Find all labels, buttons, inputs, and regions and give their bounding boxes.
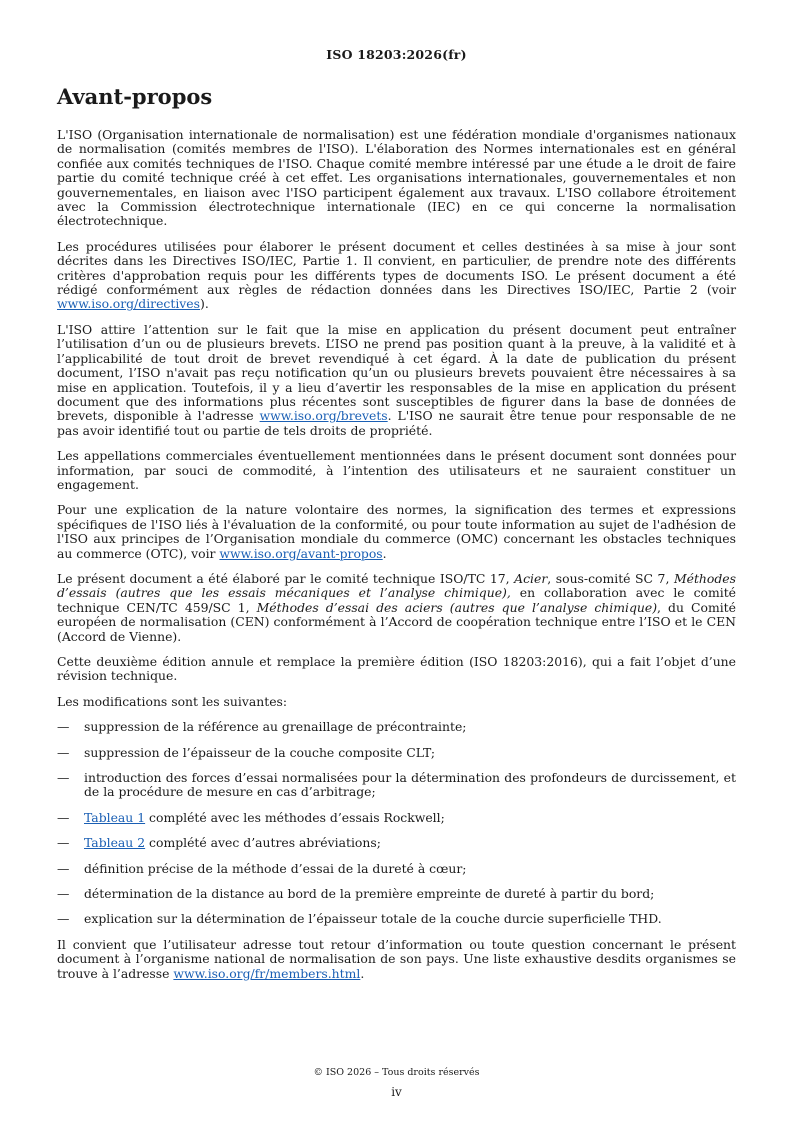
page-title: Avant-propos: [57, 84, 213, 109]
modifications-list: [57, 720, 736, 927]
page-number: iv: [391, 1085, 402, 1099]
list-item: — suppression de la référence au grenaillage de précontrainte;: [57, 719, 467, 735]
paragraph-patents: L'ISO attire l’attention sur le fait que la mise en application du présent document peut entraîner l’utilisation d’un ou de plusieurs brevets. L’ISO ne prend pas position quant à la preuve, à la validité et à l’applicabilité de tout droit de brevet revendiqué à cet égard. À la date de publication du présent document, l’ISO n'avait pas reçu notification qu’un ou plusieurs brevets pouvaient être nécessaires à sa mise en application. Toutefois, il y a lieu d’avertir les responsables de la mise en application du présent document que des informations plus récentes sont susceptibles de figurer dans la base de données de brevets, disponible à l'adresse www.iso.org/brevets. L'ISO ne saurait être tenue pour responsable de ne pas avoir identifié tout ou partie de tels droits de propriété.: [57, 321, 737, 438]
list-item: — définition précise de la méthode d’essai de la dureté à cœur;: [57, 860, 467, 876]
list-item: — détermination de la distance au bord de la première empreinte de dureté à partir du bord;: [57, 886, 655, 902]
table-2-link[interactable]: Tableau 2: [84, 835, 146, 851]
directives-link[interactable]: www.iso.org/directives: [57, 296, 200, 312]
paragraph-committee: Le présent document a été élaboré par le comité technique ISO/TC 17, Acier, sous-comité SC 7, Méthodes d’essais (autres que les essais mécaniques et l’analyse chimique), en collaboration avec le comité technique CEN/TC 459/SC 1, Méthodes d’essai des aciers (autres que l’analyse chimique), du Comité européen de normalisation (CEN) conformément à l’Accord de coopération technique entre l’ISO et le CEN (Accord de Vienne).: [57, 570, 737, 644]
paragraph-feedback: Il convient que l’utilisateur adresse tout retour d’information ou toute question concernant le présent document à l’organisme national de normalisation de son pays. Une liste exhaustive desdits organismes se trouve à l’adresse www.iso.org/fr/members.html.: [57, 936, 736, 981]
foreword-info-link[interactable]: www.iso.org/avant-propos: [219, 545, 383, 561]
list-item: — suppression de l’épaisseur de la couche composite CLT;: [57, 744, 435, 760]
foreword-body: [57, 128, 736, 992]
paragraph-procedures: Les procédures utilisées pour élaborer le présent document et celles destinées à sa mise à jour sont décrites dans les Directives ISO/IEC, Partie 1. Il convient, en particulier, de prendre note des différents critères d'approbation requis pour les différents types de documents ISO. Le présent document a été rédigé conformément aux règles de rédaction données dans les Directives ISO/IEC, Partie 2 (voir www.iso.org/directives).: [57, 238, 736, 312]
list-item: — introduction des forces d’essai normalisées pour la détermination des profondeurs de durcissement, et de la procédure de mesure en cas d’arbitrage;: [57, 770, 736, 800]
members-link[interactable]: www.iso.org/fr/members.html: [173, 965, 361, 981]
paragraph-trade-names: Les appellations commerciales éventuellement mentionnées dans le présent document sont données pour information, par souci de commodité, à l’intention des utilisateurs et ne sauraient constituer un engagement.: [57, 448, 736, 492]
paragraph-voluntary-nature: Pour une explication de la nature volontaire des normes, la signification des termes et expressions spécifiques de l'ISO liés à l'évaluation de la conformité, ou pour toute information au sujet de l'adhésion de l'ISO aux principes de l’Organisation mondiale du commerce (OMC) concernant les obstacles techniques au commerce (OTC), voir www.iso.org/avant-propos.: [57, 502, 736, 561]
paragraph-changes-intro: Les modifications sont les suivantes:: [57, 693, 288, 709]
paragraph-iso-intro: L'ISO (Organisation internationale de normalisation) est une fédération mondiale d'organismes nationaux de normalisation (comités membres de l'ISO). L'élaboration des Normes internationales est en général confiée aux comités techniques de l'ISO. Chaque comité membre intéressé par une étude a le droit de faire partie du comité technique créé à cet effet. Les organisations internationales, gouvernementales et non gouvernementales, en liaison avec l'ISO participent également aux travaux. L'ISO collabore étroitement avec la Commission électrotechnique internationale (IEC) en ce qui concerne la normalisation électrotechnique.: [57, 127, 736, 229]
list-item: — Tableau 2 complété avec d’autres abréviations;: [57, 835, 381, 851]
paragraph-edition: Cette deuxième édition annule et remplace la première édition (ISO 18203:2016), qui a fait l’objet d’une révision technique.: [57, 654, 736, 684]
document-header: ISO 18203:2026(fr): [326, 47, 467, 62]
copyright-notice: © ISO 2026 – Tous droits réservés: [313, 1067, 480, 1078]
table-1-link[interactable]: Tableau 1: [84, 809, 146, 825]
list-item: — Tableau 1 complété avec les méthodes d’essais Rockwell;: [57, 809, 445, 825]
patents-link[interactable]: www.iso.org/brevets: [259, 408, 388, 424]
list-item: — explication sur la détermination de l’épaisseur totale de la couche durcie superficielle THD.: [57, 911, 662, 927]
